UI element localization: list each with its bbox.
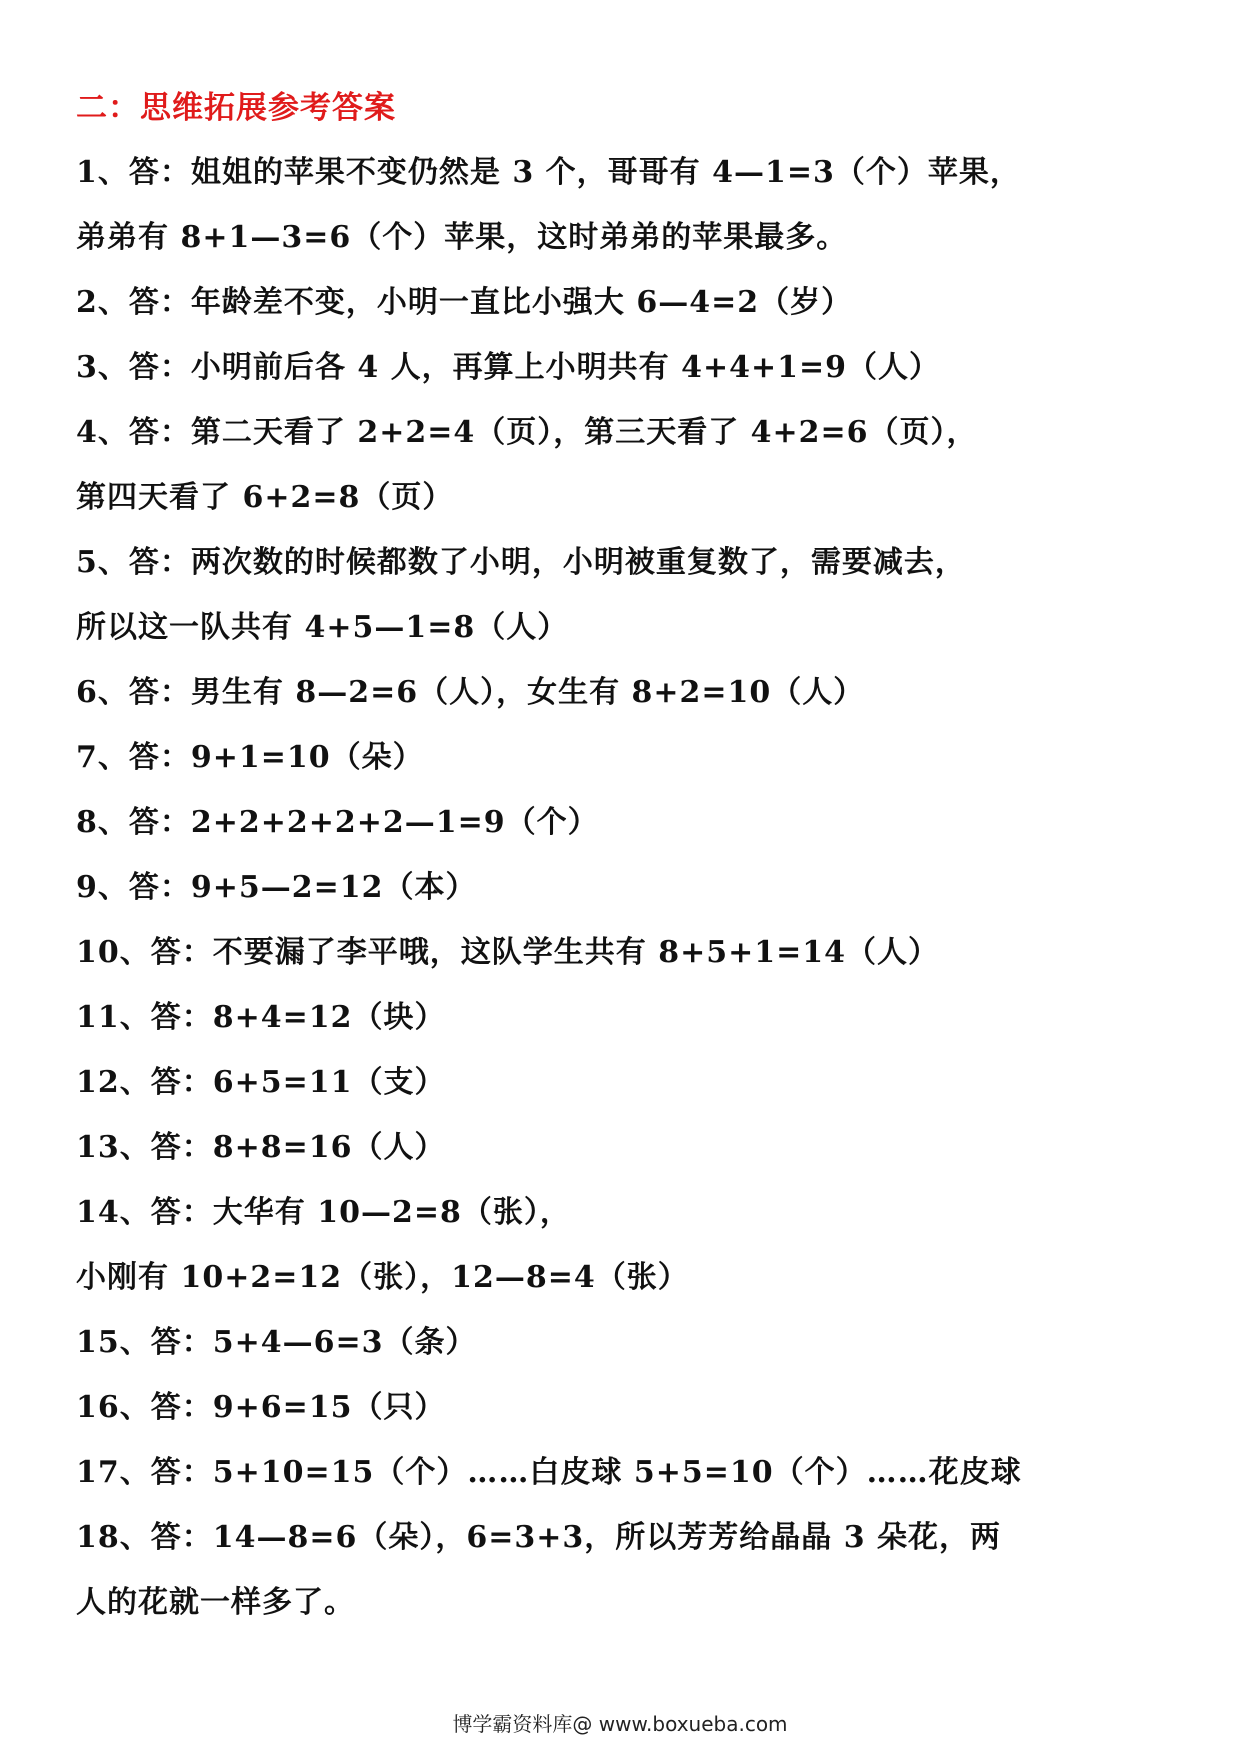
- answer-line: 弟弟有 8+1—3=6（个）苹果，这时弟弟的苹果最多。: [76, 220, 848, 255]
- answer-line: 14、答：大华有 10—2=8（张），: [76, 1195, 571, 1230]
- answer-line: 第四天看了 6+2=8（页）: [76, 480, 454, 515]
- answer-line: 7、答：9+1=10（朵）: [76, 740, 424, 775]
- answer-line: 8、答：2+2+2+2+2—1=9（个）: [76, 805, 599, 840]
- answer-line: 17、答：5+10=15（个）……白皮球 5+5=10（个）……花皮球: [76, 1455, 1022, 1490]
- answer-line: 6、答：男生有 8—2=6（人），女生有 8+2=10（人）: [76, 675, 865, 710]
- answer-line: 2、答：年龄差不变，小明一直比小强大 6—4=2（岁）: [76, 285, 853, 320]
- answer-list: [76, 140, 1176, 1635]
- answer-line: 4、答：第二天看了 2+2=4（页），第三天看了 4+2=6（页），: [76, 415, 978, 450]
- answer-line: 13、答：8+8=16（人）: [76, 1130, 446, 1165]
- answer-line: 12、答：6+5=11（支）: [76, 1065, 446, 1100]
- answer-line: 10、答：不要漏了李平哦，这队学生共有 8+5+1=14（人）: [76, 935, 939, 970]
- answer-line: 所以这一队共有 4+5—1=8（人）: [76, 610, 569, 645]
- section-heading: 二：思维拓展参考答案: [76, 90, 396, 126]
- footer-watermark: 博学霸资料库@ www.boxueba.com: [452, 1712, 788, 1736]
- answer-line: 1、答：姐姐的苹果不变仍然是 3 个，哥哥有 4—1=3（个）苹果，: [76, 155, 1021, 190]
- answer-line: 15、答：5+4—6=3（条）: [76, 1325, 477, 1360]
- answer-line: 3、答：小明前后各 4 人，再算上小明共有 4+4+1=9（人）: [76, 350, 940, 385]
- answer-line: 9、答：9+5—2=12（本）: [76, 870, 477, 905]
- answer-line: 11、答：8+4=12（块）: [76, 1000, 446, 1035]
- answer-line: 人的花就一样多了。: [76, 1585, 355, 1620]
- answer-line: 小刚有 10+2=12（张），12—8=4（张）: [76, 1260, 689, 1295]
- answer-line: 18、答：14—8=6（朵），6=3+3，所以芳芳给晶晶 3 朵花，两: [76, 1520, 1002, 1555]
- answer-line: 5、答：两次数的时候都数了小明，小明被重复数了，需要减去，: [76, 545, 966, 580]
- answer-line: 16、答：9+6=15（只）: [76, 1390, 446, 1425]
